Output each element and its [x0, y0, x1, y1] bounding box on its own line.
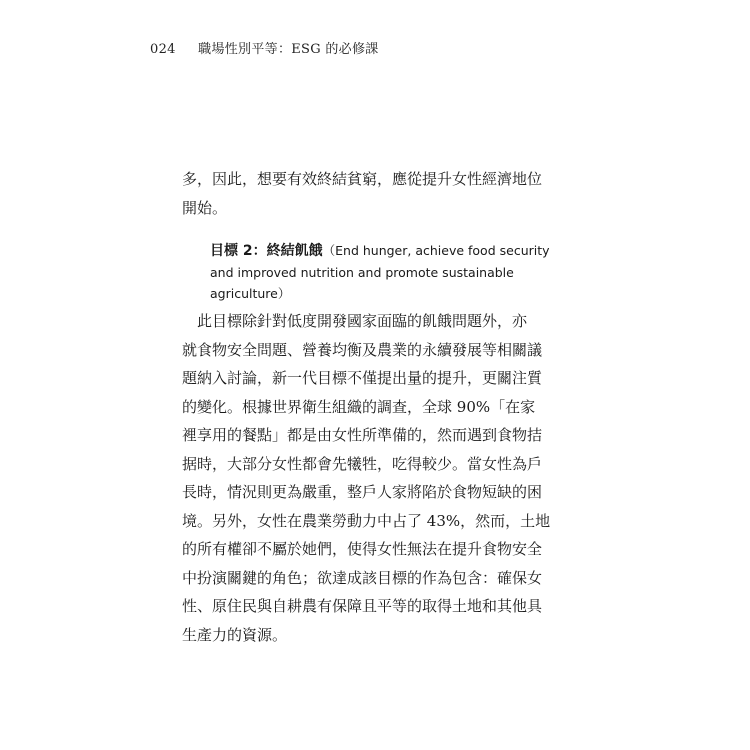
paragraph-line: 此目標除針對低度開發國家面臨的飢餓問題外，亦 [182, 312, 528, 330]
paragraph-line: 的所有權卻不屬於她們，使得女性無法在提升食物安全 [182, 540, 543, 558]
paragraph-line: 題納入討論，新一代目標不僅提出量的提升，更關注質 [182, 369, 543, 387]
paragraph-line: 就食物安全問題、營養均衡及農業的永續發展等相關議 [182, 340, 543, 359]
paragraph-line: 境。另外，女性在農業勞動力中占了 43%，然而，土地 [182, 511, 551, 530]
main-paragraph [182, 307, 551, 649]
paragraph-line: 多，因此，想要有效終結貧窮，應從提升女性經濟地位 [182, 170, 543, 188]
goal-heading [210, 240, 550, 304]
paragraph-line: 生產力的資源。 [182, 625, 288, 644]
paragraph-line: 中扮演關鍵的角色；欲達成該目標的作為包含：確保女 [182, 568, 543, 587]
goal-subtitle-line: and improved nutrition and promote sustainable [210, 265, 514, 280]
goal-subtitle-line: agriculture） [210, 286, 291, 301]
paragraph-line: 性、原住民與自耕農有保障且平等的取得土地和其他具 [182, 597, 543, 615]
goal-subtitle-line: （End hunger, achieve food security [322, 243, 550, 258]
paragraph-line: 据時，大部分女性都會先犧牲，吃得較少。當女性為戶 [182, 454, 543, 473]
intro-paragraph [182, 165, 543, 222]
book-title: 職場性別平等：ESG 的必修課 [198, 42, 379, 57]
running-header [150, 38, 379, 57]
paragraph-line: 裡享用的餐點」都是由女性所準備的，然而遇到食物拮 [182, 426, 543, 444]
paragraph-line: 的變化。根據世界衛生組織的調查，全球 90%「在家 [182, 397, 536, 416]
paragraph-line: 長時，情況則更為嚴重，整戶人家將陷於食物短缺的困 [182, 483, 543, 501]
paragraph-line: 開始。 [182, 198, 228, 217]
goal-title: 目標 2：終結飢餓 [210, 243, 323, 259]
page-number: 024 [150, 42, 176, 57]
